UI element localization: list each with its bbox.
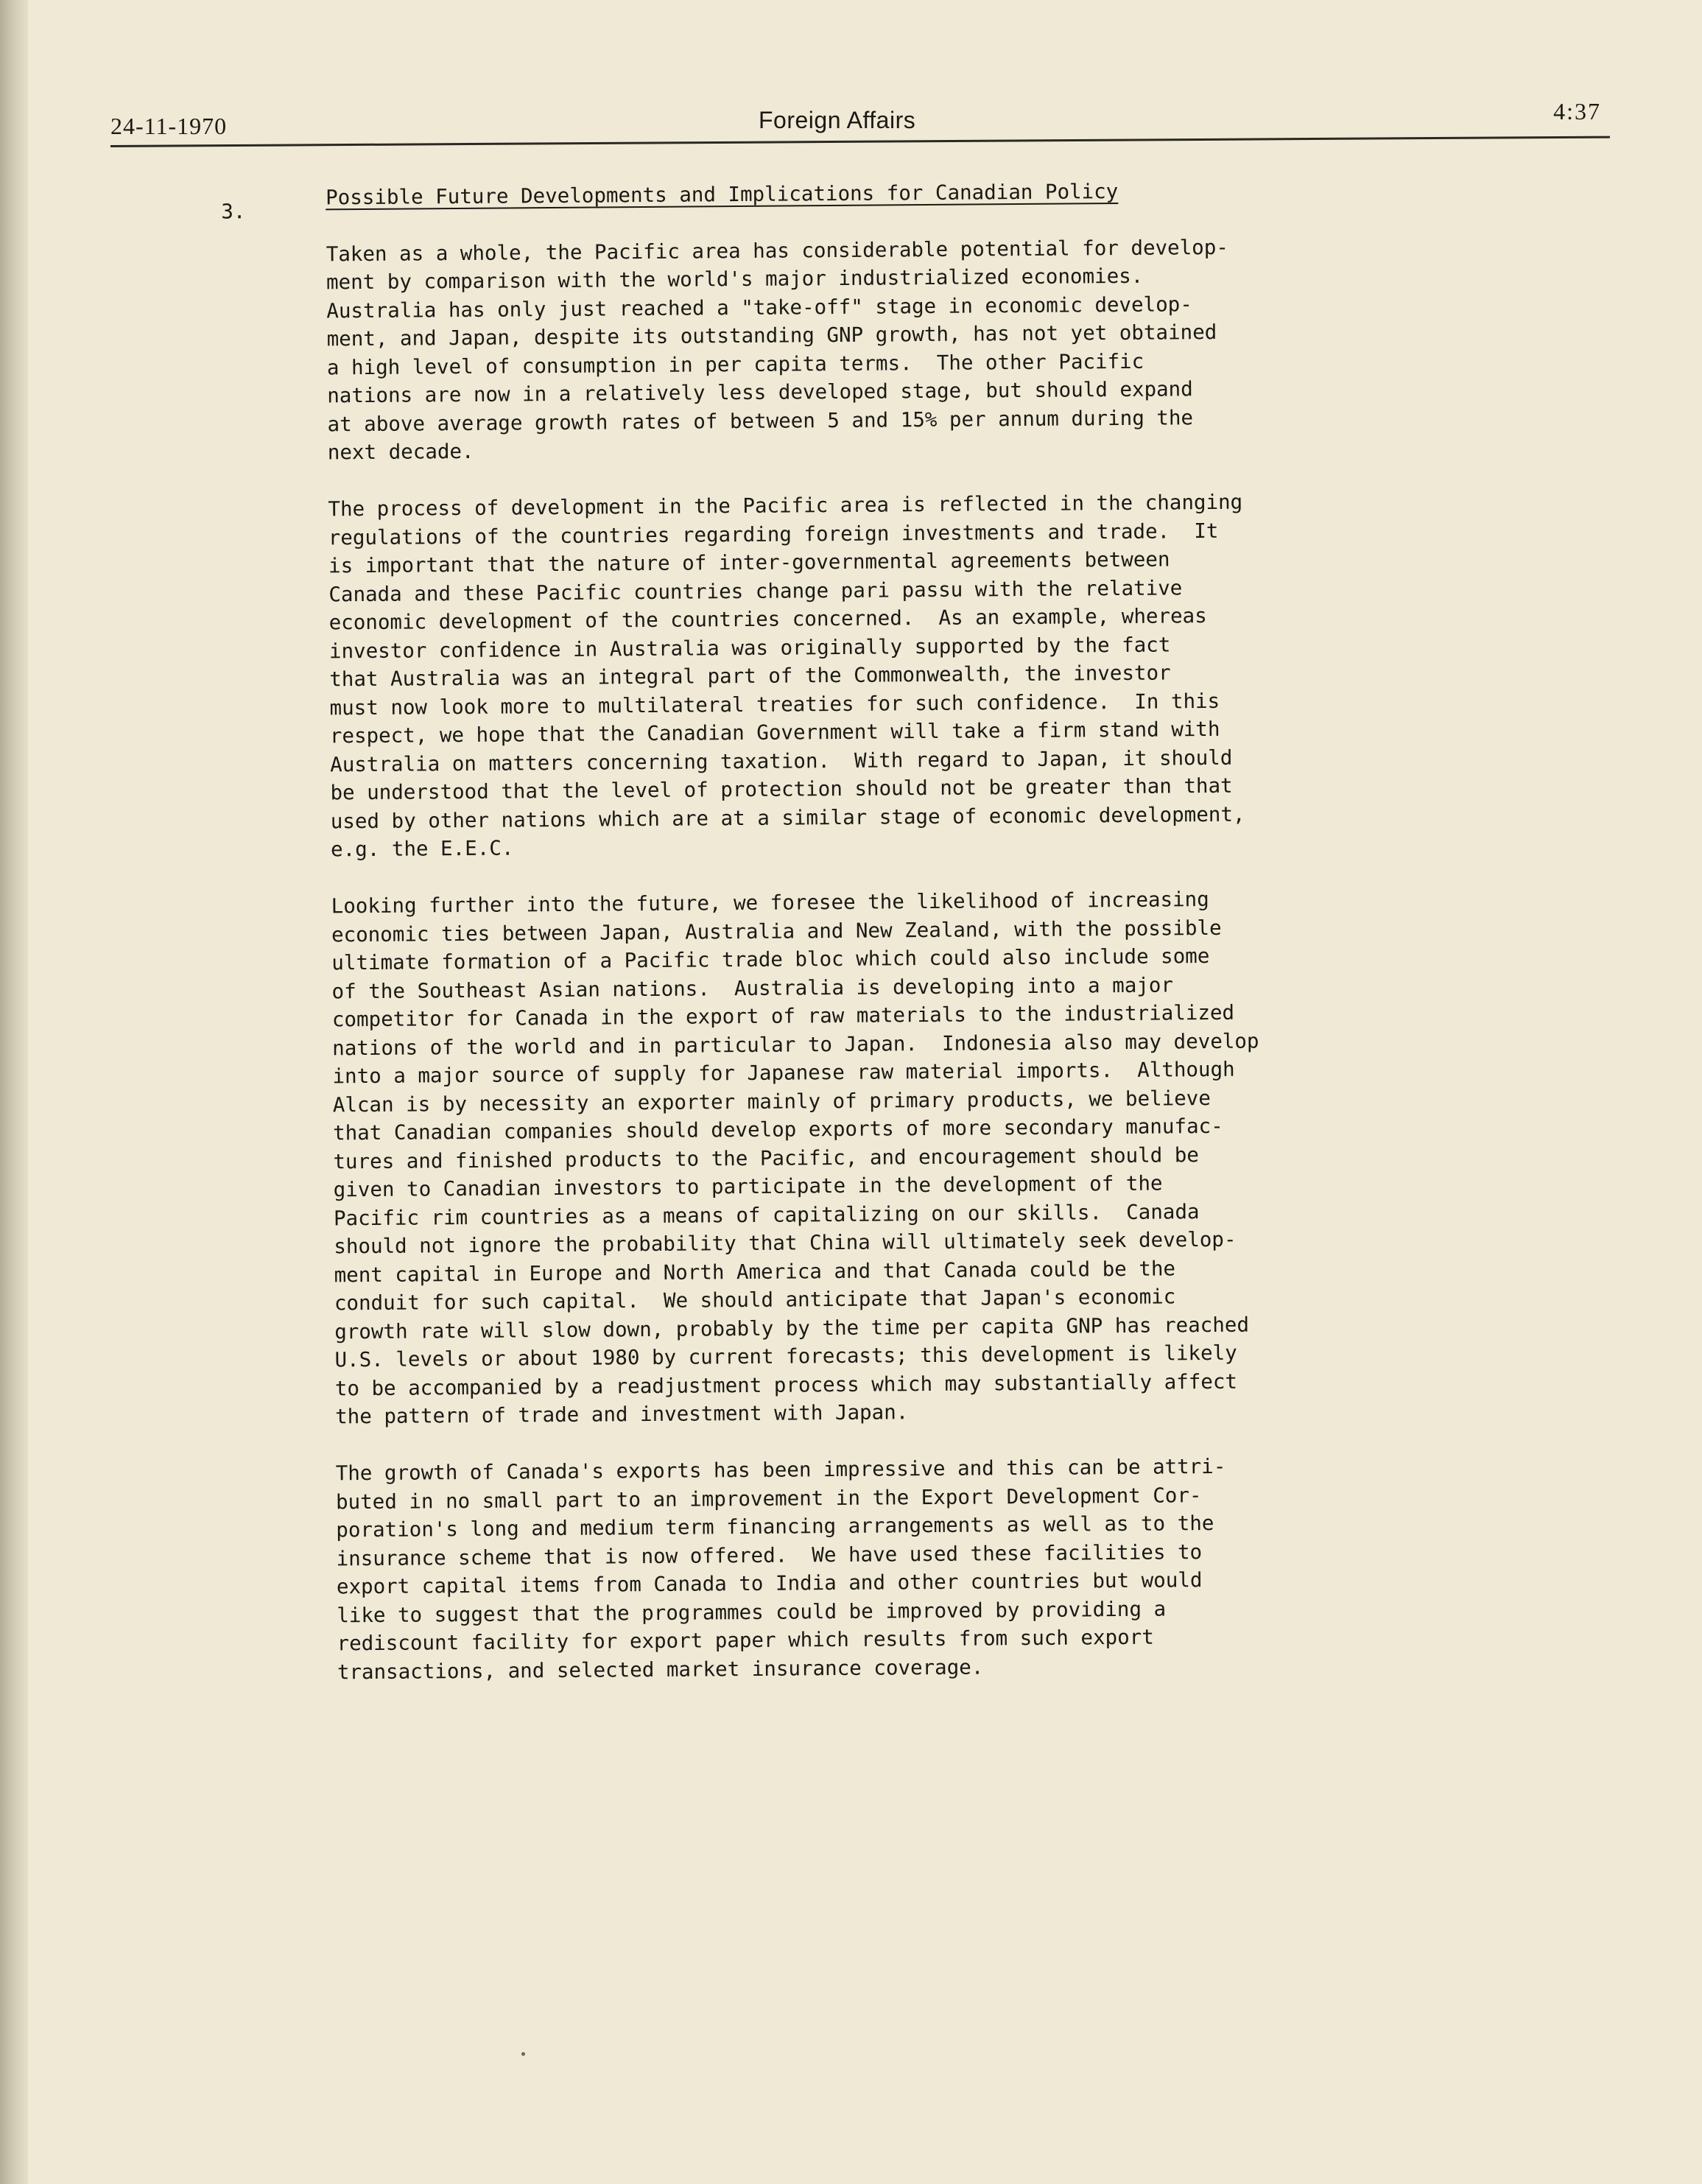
text-line: nations are now in a relatively less developed stage, but should expand bbox=[327, 377, 1193, 408]
text-line: ment, and Japan, despite its outstanding GNP growth, has not yet obtained bbox=[326, 320, 1217, 351]
text-line: Australia on matters concerning taxation. With regard to Japan, it should bbox=[330, 745, 1233, 776]
paragraph-1 bbox=[326, 231, 1453, 467]
text-line: nations of the world and in particular to Japan. Indonesia also may develop bbox=[332, 1029, 1259, 1060]
text-line: poration's long and medium term financing arrangements as well as to the bbox=[336, 1511, 1214, 1542]
paragraph-3 bbox=[331, 883, 1461, 1430]
text-line: ment by comparison with the world's major industrialized economies. bbox=[326, 264, 1144, 295]
text-line: export capital items from Canada to India and other countries but would bbox=[336, 1568, 1203, 1599]
text-line: conduit for such capital. We should anticipate that Japan's economic bbox=[334, 1285, 1176, 1316]
header-page-number: 4:37 bbox=[1553, 98, 1601, 124]
text-line: economic development of the countries concerned. As an example, whereas bbox=[328, 604, 1207, 635]
text-line: is important that the nature of inter-governmental agreements between bbox=[328, 547, 1170, 578]
text-line: used by other nations which are at a similar stage of economic development, bbox=[330, 802, 1245, 833]
text-line: Pacific rim countries as a means of capitalizing on our skills. Canada bbox=[333, 1199, 1200, 1230]
section-title: Possible Future Developments and Implications for Canadian Policy bbox=[326, 179, 1119, 210]
text-line: must now look more to multilateral treaties for such confidence. In this bbox=[329, 689, 1220, 720]
text-line: tures and finished products to the Pacific, and encouragement should be bbox=[333, 1142, 1200, 1173]
header-rule bbox=[110, 136, 1610, 147]
text-line: of the Southeast Asian nations. Australia is developing into a major bbox=[331, 972, 1174, 1003]
paragraph-2 bbox=[328, 486, 1456, 863]
text-line: growth rate will slow down, probably by the time per capita GNP has reached bbox=[334, 1313, 1250, 1344]
text-line: Alcan is by necessity an exporter mainly of primary products, we believe bbox=[332, 1086, 1211, 1117]
page-binding-shadow bbox=[0, 0, 28, 2184]
text-line: buted in no small part to an improvement in the Export Development Cor- bbox=[335, 1483, 1202, 1514]
text-line: Australia has only just reached a "take-off" stage in economic develop- bbox=[326, 292, 1192, 323]
header-date: 24-11-1970 bbox=[110, 113, 228, 139]
text-line: rediscount facility for export paper which results from such export bbox=[337, 1625, 1154, 1656]
text-line: e.g. the E.E.C. bbox=[330, 836, 514, 862]
text-line: should not ignore the probability that China will ultimately seek develop- bbox=[334, 1227, 1237, 1259]
text-line: that Canadian companies should develop exports of more secondary manufac- bbox=[332, 1114, 1223, 1145]
text-line: U.S. levels or about 1980 by current forecasts; this development is likely bbox=[334, 1341, 1237, 1372]
text-line: given to Canadian investors to participate in the development of the bbox=[333, 1171, 1163, 1202]
text-line: ultimate formation of a Pacific trade bloc which could also include some bbox=[331, 944, 1210, 975]
text-line: a high level of consumption in per capita terms. The other Pacific bbox=[326, 349, 1144, 379]
paragraph-4 bbox=[336, 1450, 1463, 1686]
text-line: respect, we hope that the Canadian Government will take a firm stand with bbox=[329, 717, 1220, 748]
paper-speck bbox=[521, 2052, 525, 2056]
page-header bbox=[110, 94, 1610, 147]
text-line: The process of development in the Pacific area is reflected in the changing bbox=[328, 490, 1243, 522]
text-line: ment capital in Europe and North America and that Canada could be the bbox=[334, 1256, 1176, 1287]
text-line: like to suggest that the programmes could be improved by providing a bbox=[337, 1597, 1167, 1627]
text-line: next decade. bbox=[327, 439, 474, 465]
text-line: the pattern of trade and investment with Japan. bbox=[335, 1400, 909, 1429]
document-body bbox=[221, 175, 1463, 1715]
text-line: into a major source of supply for Japanese raw material imports. Although bbox=[332, 1057, 1235, 1089]
text-line: investor confidence in Australia was originally supported by the fact bbox=[328, 632, 1171, 663]
text-line: competitor for Canada in the export of raw materials to the industrialized bbox=[331, 1000, 1235, 1032]
text-line: that Australia was an integral part of the Commonwealth, the investor bbox=[329, 661, 1171, 692]
header-title: Foreign Affairs bbox=[759, 107, 916, 133]
text-line: to be accompanied by a readjustment process which may substantially affect bbox=[334, 1369, 1238, 1400]
text-line: The growth of Canada's exports has been impressive and this can be attri- bbox=[335, 1454, 1226, 1486]
text-line: be understood that the level of protection should not be greater than that bbox=[330, 773, 1233, 805]
text-line: Taken as a whole, the Pacific area has considerable potential for develop- bbox=[326, 235, 1229, 266]
text-line: Canada and these Pacific countries change pari passu with the relative bbox=[328, 575, 1183, 606]
text-line: regulations of the countries regarding foreign investments and trade. It bbox=[328, 519, 1219, 549]
text-line: transactions, and selected market insurance coverage. bbox=[337, 1654, 984, 1684]
text-line: economic ties between Japan, Australia and New Zealand, with the possible bbox=[331, 916, 1222, 947]
text-line: Looking further into the future, we foresee the likelihood of increasing bbox=[331, 888, 1209, 919]
text-line: at above average growth rates of between 5 and 15% per annum during the bbox=[327, 405, 1194, 436]
section-number: 3. bbox=[221, 200, 246, 224]
text-line: insurance scheme that is now offered. We have used these facilities to bbox=[336, 1539, 1203, 1570]
